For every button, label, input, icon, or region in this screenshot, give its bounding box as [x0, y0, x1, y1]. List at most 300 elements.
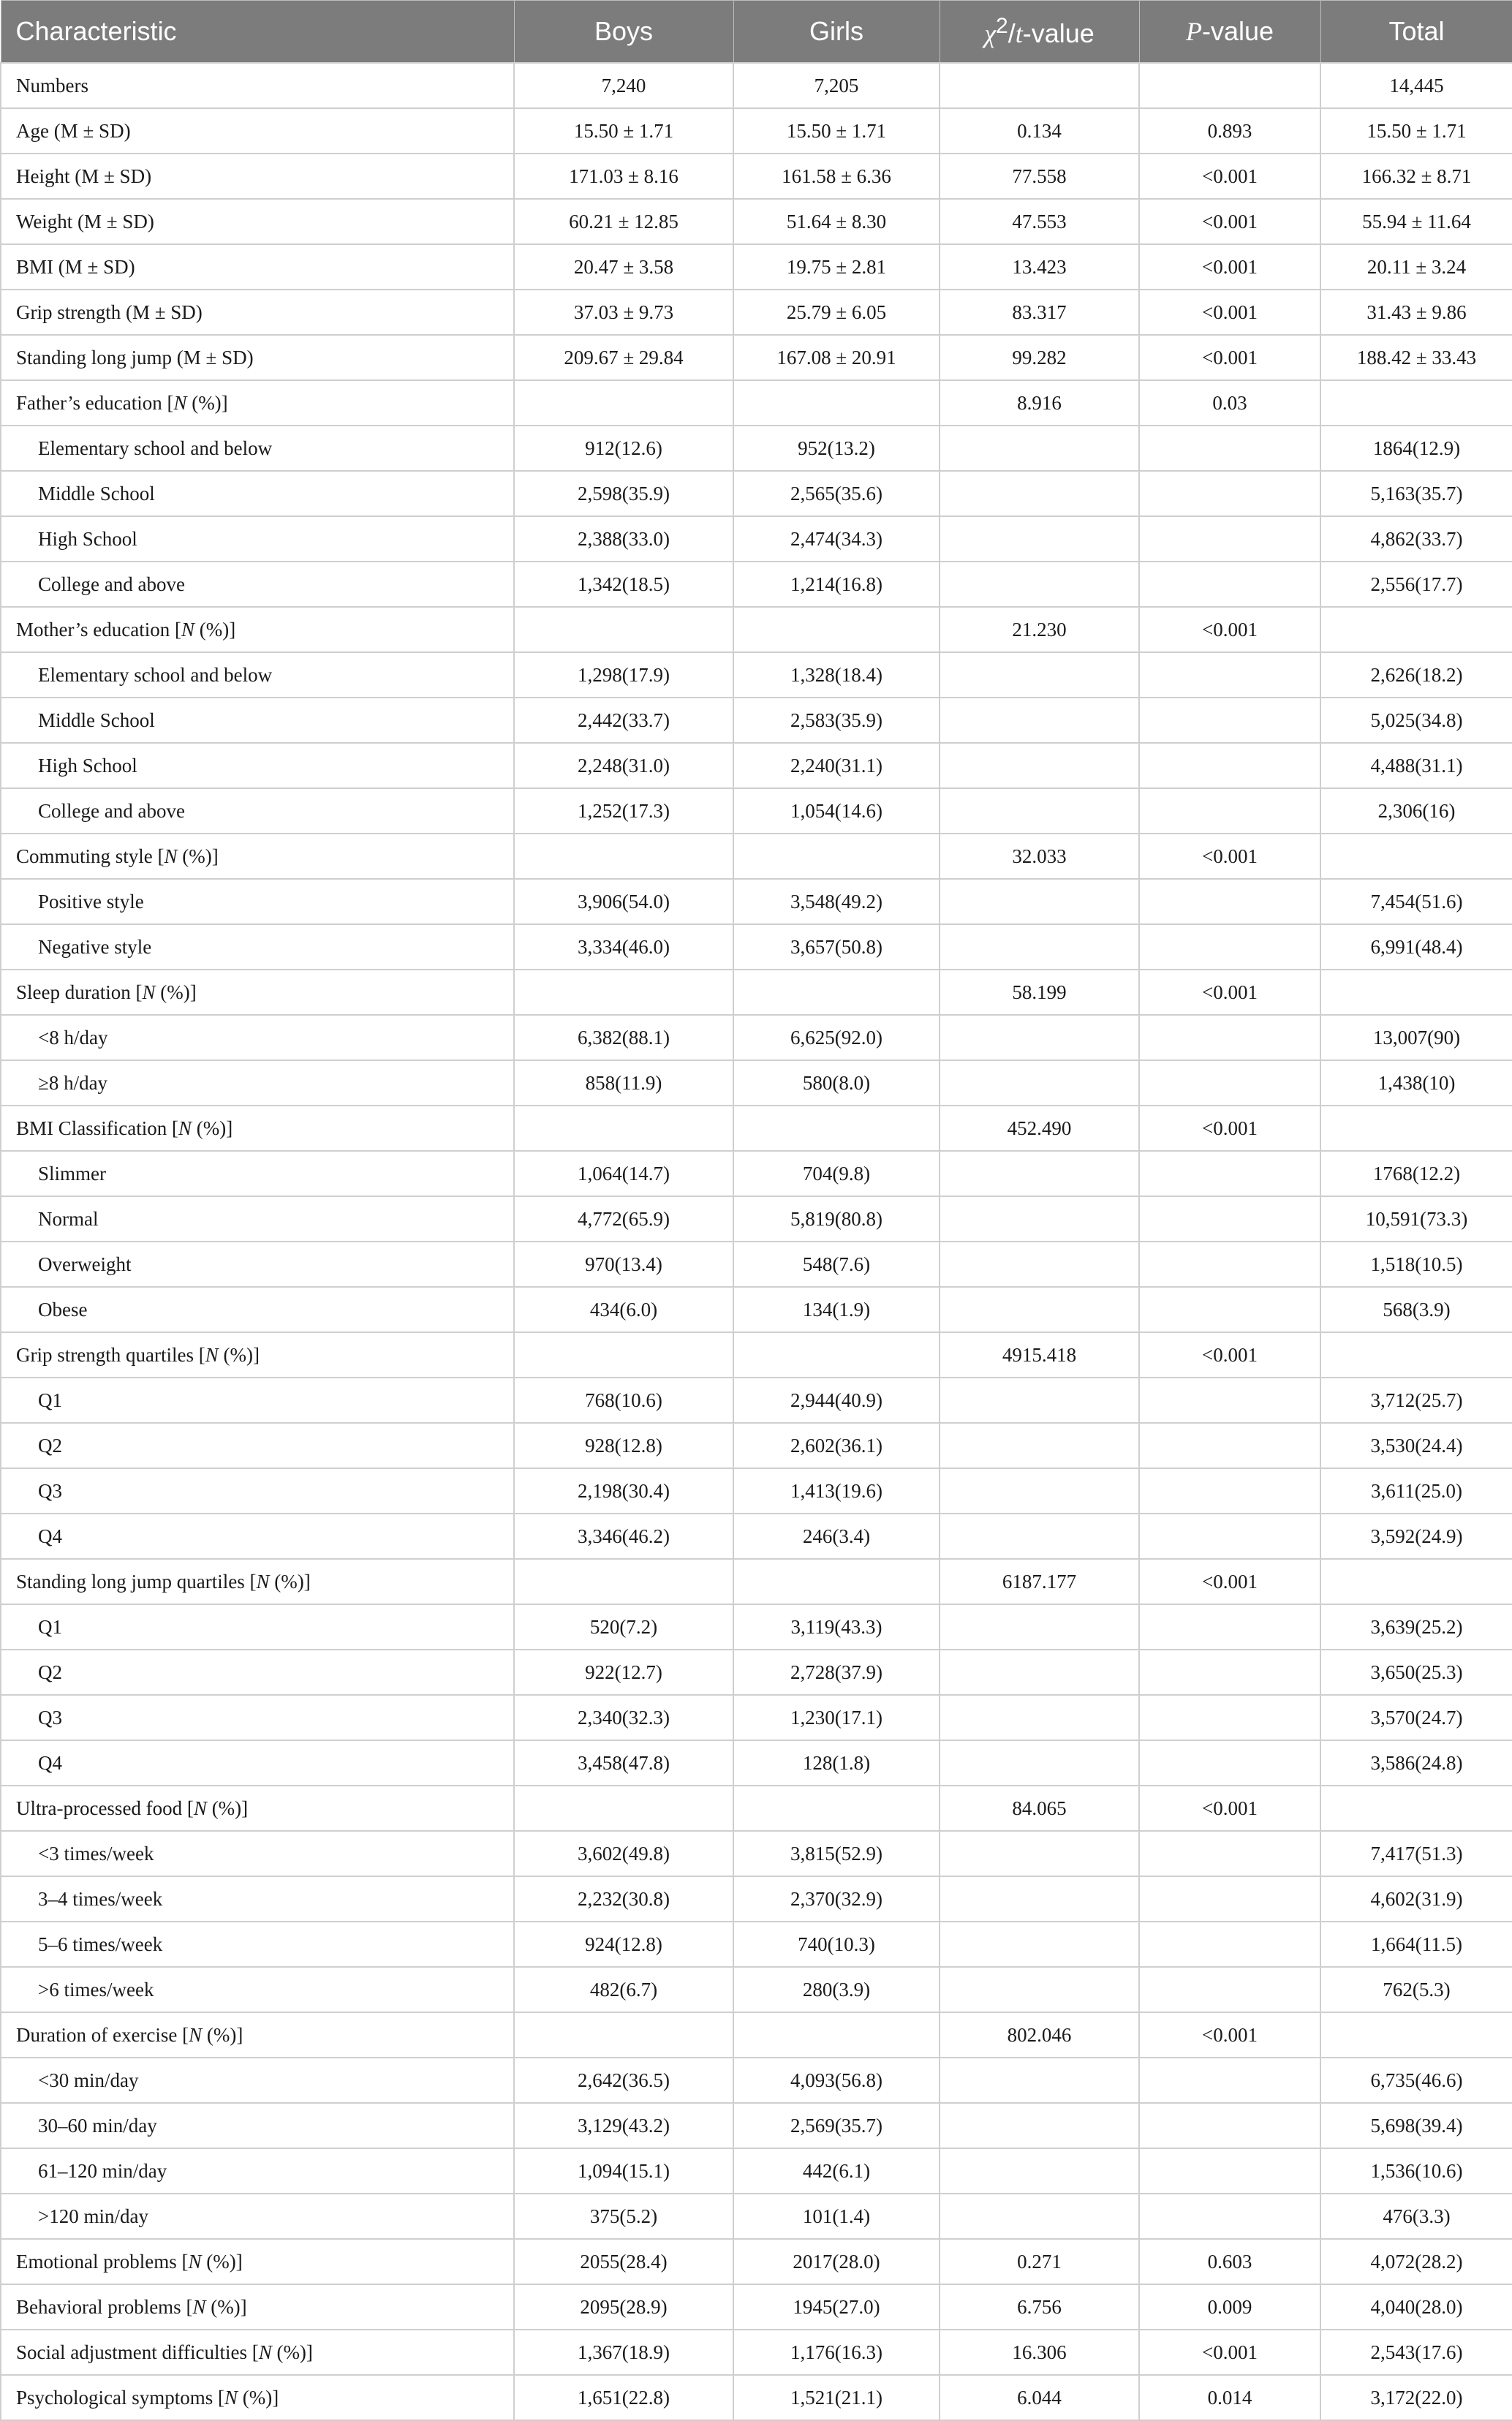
cell-characteristic: <8 h/day [1, 1015, 514, 1060]
cell-total: 3,712(25.7) [1320, 1378, 1512, 1423]
cell-chi-t-value [940, 879, 1139, 924]
cell-girls: 161.58 ± 6.36 [733, 154, 940, 199]
cell-girls: 3,815(52.9) [733, 1831, 940, 1876]
table-row [1, 879, 1512, 924]
cell-characteristic: College and above [1, 788, 514, 834]
cell-characteristic: BMI Classification [N (%)] [1, 1106, 514, 1151]
table-row [1, 1967, 1512, 2012]
header-chi-t-value-text: $\chi^2/t$-value [984, 14, 1095, 48]
cell-boys [514, 1559, 733, 1604]
cell-boys: 20.47 ± 3.58 [514, 244, 733, 290]
cell-p-value: <0.001 [1139, 970, 1320, 1015]
cell-boys [514, 1786, 733, 1831]
cell-p-value: <0.001 [1139, 335, 1320, 380]
cell-boys: 520(7.2) [514, 1604, 733, 1650]
cell-p-value [1139, 1876, 1320, 1922]
cell-p-value [1139, 1060, 1320, 1106]
cell-p-value [1139, 1740, 1320, 1786]
cell-boys: 7,240 [514, 63, 733, 108]
cell-boys: 928(12.8) [514, 1423, 733, 1468]
cell-boys: 3,602(49.8) [514, 1831, 733, 1876]
cell-boys [514, 607, 733, 652]
cell-girls: 1,328(18.4) [733, 652, 940, 698]
cell-chi-t-value: 99.282 [940, 335, 1139, 380]
cell-p-value [1139, 1468, 1320, 1514]
cell-boys: 3,334(46.0) [514, 924, 733, 970]
cell-p-value [1139, 879, 1320, 924]
cell-characteristic: Age (M ± SD) [1, 108, 514, 154]
cell-boys: 434(6.0) [514, 1287, 733, 1332]
cell-total: 3,530(24.4) [1320, 1423, 1512, 1468]
cell-characteristic: Q2 [1, 1423, 514, 1468]
cell-boys: 4,772(65.9) [514, 1196, 733, 1242]
cell-girls: 952(13.2) [733, 426, 940, 471]
cell-p-value [1139, 1604, 1320, 1650]
cell-total: 3,172(22.0) [1320, 2375, 1512, 2420]
cell-characteristic: Obese [1, 1287, 514, 1332]
cell-total: 6,735(46.6) [1320, 2058, 1512, 2103]
cell-chi-t-value [940, 1151, 1139, 1196]
cell-p-value [1139, 652, 1320, 698]
table-row [1, 1514, 1512, 1559]
cell-girls [733, 380, 940, 426]
cell-chi-t-value: 47.553 [940, 199, 1139, 244]
table-row [1, 516, 1512, 562]
cell-girls: 4,093(56.8) [733, 2058, 940, 2103]
cell-characteristic: High School [1, 516, 514, 562]
cell-total: 31.43 ± 9.86 [1320, 290, 1512, 335]
table-row [1, 2330, 1512, 2375]
cell-chi-t-value: 0.134 [940, 108, 1139, 154]
table-row [1, 562, 1512, 607]
cell-total: 4,862(33.7) [1320, 516, 1512, 562]
header-boys: Boys [514, 1, 733, 64]
cell-total [1320, 2012, 1512, 2058]
cell-p-value: <0.001 [1139, 834, 1320, 879]
header-row [1, 1, 1512, 64]
cell-boys: 60.21 ± 12.85 [514, 199, 733, 244]
table-row [1, 2012, 1512, 2058]
cell-p-value: 0.03 [1139, 380, 1320, 426]
cell-girls: 3,548(49.2) [733, 879, 940, 924]
header-chi-t-value [940, 1, 1139, 64]
cell-p-value [1139, 471, 1320, 516]
cell-girls: 580(8.0) [733, 1060, 940, 1106]
cell-p-value: <0.001 [1139, 244, 1320, 290]
cell-characteristic: Weight (M ± SD) [1, 199, 514, 244]
cell-total [1320, 1559, 1512, 1604]
cell-p-value [1139, 1015, 1320, 1060]
cell-characteristic: Q2 [1, 1650, 514, 1695]
cell-chi-t-value: 6187.177 [940, 1559, 1139, 1604]
cell-boys: 1,094(15.1) [514, 2148, 733, 2194]
cell-chi-t-value: 58.199 [940, 970, 1139, 1015]
cell-total: 2,306(16) [1320, 788, 1512, 834]
cell-girls [733, 1106, 940, 1151]
cell-p-value: <0.001 [1139, 1786, 1320, 1831]
cell-characteristic: High School [1, 743, 514, 788]
table-row [1, 1695, 1512, 1740]
table-row [1, 1831, 1512, 1876]
cell-characteristic: Behavioral problems [N (%)] [1, 2284, 514, 2330]
cell-chi-t-value [940, 1514, 1139, 1559]
cell-girls: 2,370(32.9) [733, 1876, 940, 1922]
cell-p-value [1139, 1514, 1320, 1559]
cell-boys: 3,129(43.2) [514, 2103, 733, 2148]
cell-total: 3,639(25.2) [1320, 1604, 1512, 1650]
cell-chi-t-value [940, 1831, 1139, 1876]
cell-girls: 101(1.4) [733, 2194, 940, 2239]
cell-p-value: <0.001 [1139, 1332, 1320, 1378]
cell-boys: 1,252(17.3) [514, 788, 733, 834]
cell-boys: 1,298(17.9) [514, 652, 733, 698]
cell-characteristic: Sleep duration [N (%)] [1, 970, 514, 1015]
table-row [1, 1423, 1512, 1468]
cell-characteristic: Father’s education [N (%)] [1, 380, 514, 426]
cell-girls [733, 2012, 940, 2058]
table-row [1, 63, 1512, 108]
cell-total: 4,040(28.0) [1320, 2284, 1512, 2330]
cell-boys: 1,651(22.8) [514, 2375, 733, 2420]
table-row [1, 1559, 1512, 1604]
cell-characteristic: ≥8 h/day [1, 1060, 514, 1106]
cell-chi-t-value [940, 1922, 1139, 1967]
cell-characteristic: 30–60 min/day [1, 2103, 514, 2148]
cell-girls: 2017(28.0) [733, 2239, 940, 2284]
cell-characteristic: College and above [1, 562, 514, 607]
cell-girls: 25.79 ± 6.05 [733, 290, 940, 335]
header-p-value-text: P-value [1185, 16, 1274, 46]
table-row [1, 1604, 1512, 1650]
cell-chi-t-value [940, 2148, 1139, 2194]
table-row [1, 834, 1512, 879]
cell-chi-t-value [940, 1468, 1139, 1514]
cell-boys: 1,367(18.9) [514, 2330, 733, 2375]
table-row [1, 426, 1512, 471]
table-row [1, 1196, 1512, 1242]
cell-total: 188.42 ± 33.43 [1320, 335, 1512, 380]
cell-girls: 2,944(40.9) [733, 1378, 940, 1423]
cell-boys: 6,382(88.1) [514, 1015, 733, 1060]
cell-chi-t-value: 13.423 [940, 244, 1139, 290]
cell-p-value [1139, 562, 1320, 607]
cell-total: 4,072(28.2) [1320, 2239, 1512, 2284]
cell-p-value [1139, 2058, 1320, 2103]
cell-total: 13,007(90) [1320, 1015, 1512, 1060]
table-row [1, 2194, 1512, 2239]
cell-chi-t-value [940, 2103, 1139, 2148]
cell-girls: 6,625(92.0) [733, 1015, 940, 1060]
cell-characteristic: Normal [1, 1196, 514, 1242]
cell-girls: 15.50 ± 1.71 [733, 108, 940, 154]
cell-chi-t-value [940, 1015, 1139, 1060]
cell-total: 14,445 [1320, 63, 1512, 108]
cell-total: 476(3.3) [1320, 2194, 1512, 2239]
cell-boys: 970(13.4) [514, 1242, 733, 1287]
cell-characteristic: 61–120 min/day [1, 2148, 514, 2194]
cell-boys: 2,248(31.0) [514, 743, 733, 788]
cell-total: 55.94 ± 11.64 [1320, 199, 1512, 244]
cell-p-value: <0.001 [1139, 1559, 1320, 1604]
cell-girls [733, 1786, 940, 1831]
cell-boys: 482(6.7) [514, 1967, 733, 2012]
table-row [1, 2375, 1512, 2420]
cell-chi-t-value: 452.490 [940, 1106, 1139, 1151]
cell-girls: 19.75 ± 2.81 [733, 244, 940, 290]
cell-total: 166.32 ± 8.71 [1320, 154, 1512, 199]
cell-boys: 768(10.6) [514, 1378, 733, 1423]
header-p-value [1139, 1, 1320, 64]
cell-girls [733, 970, 940, 1015]
cell-total: 568(3.9) [1320, 1287, 1512, 1332]
cell-total: 3,611(25.0) [1320, 1468, 1512, 1514]
cell-p-value: <0.001 [1139, 2330, 1320, 2375]
cell-chi-t-value [940, 788, 1139, 834]
cell-boys: 3,458(47.8) [514, 1740, 733, 1786]
table-row [1, 1468, 1512, 1514]
cell-characteristic: Q1 [1, 1378, 514, 1423]
cell-p-value: 0.893 [1139, 108, 1320, 154]
cell-boys: 924(12.8) [514, 1922, 733, 1967]
cell-boys: 15.50 ± 1.71 [514, 108, 733, 154]
cell-p-value [1139, 1378, 1320, 1423]
cell-boys: 912(12.6) [514, 426, 733, 471]
cell-girls: 280(3.9) [733, 1967, 940, 2012]
table-body [1, 63, 1512, 2420]
cell-characteristic: Q4 [1, 1740, 514, 1786]
cell-chi-t-value [940, 924, 1139, 970]
cell-chi-t-value [940, 2058, 1139, 2103]
cell-characteristic: Psychological symptoms [N (%)] [1, 2375, 514, 2420]
cell-p-value [1139, 2194, 1320, 2239]
cell-p-value [1139, 2103, 1320, 2148]
cell-chi-t-value [940, 1378, 1139, 1423]
cell-boys: 37.03 ± 9.73 [514, 290, 733, 335]
cell-chi-t-value: 802.046 [940, 2012, 1139, 2058]
cell-p-value: <0.001 [1139, 2012, 1320, 2058]
cell-total: 3,650(25.3) [1320, 1650, 1512, 1695]
table-row [1, 199, 1512, 244]
cell-girls: 704(9.8) [733, 1151, 940, 1196]
cell-p-value [1139, 1967, 1320, 2012]
cell-total: 1768(12.2) [1320, 1151, 1512, 1196]
cell-girls: 167.08 ± 20.91 [733, 335, 940, 380]
cell-boys: 2,598(35.9) [514, 471, 733, 516]
cell-boys: 375(5.2) [514, 2194, 733, 2239]
cell-chi-t-value [940, 63, 1139, 108]
cell-chi-t-value [940, 1423, 1139, 1468]
cell-characteristic: Positive style [1, 879, 514, 924]
table-row [1, 743, 1512, 788]
table-row [1, 1922, 1512, 1967]
cell-characteristic: Overweight [1, 1242, 514, 1287]
cell-characteristic: BMI (M ± SD) [1, 244, 514, 290]
cell-p-value [1139, 1287, 1320, 1332]
cell-characteristic: Height (M ± SD) [1, 154, 514, 199]
cell-girls: 2,569(35.7) [733, 2103, 940, 2148]
cell-characteristic: Q4 [1, 1514, 514, 1559]
cell-total: 2,626(18.2) [1320, 652, 1512, 698]
cell-total [1320, 834, 1512, 879]
cell-p-value [1139, 1695, 1320, 1740]
cell-chi-t-value [940, 1287, 1139, 1332]
cell-total: 4,488(31.1) [1320, 743, 1512, 788]
cell-chi-t-value [940, 1242, 1139, 1287]
cell-chi-t-value: 6.756 [940, 2284, 1139, 2330]
table-row [1, 108, 1512, 154]
cell-p-value [1139, 1196, 1320, 1242]
cell-p-value: <0.001 [1139, 290, 1320, 335]
cell-chi-t-value: 16.306 [940, 2330, 1139, 2375]
cell-p-value [1139, 1922, 1320, 1967]
cell-boys: 2055(28.4) [514, 2239, 733, 2284]
cell-p-value [1139, 426, 1320, 471]
cell-characteristic: 3–4 times/week [1, 1876, 514, 1922]
cell-characteristic: Middle School [1, 698, 514, 743]
cell-total [1320, 970, 1512, 1015]
cell-total [1320, 380, 1512, 426]
table-header [1, 1, 1512, 64]
cell-girls: 442(6.1) [733, 2148, 940, 2194]
cell-total: 7,454(51.6) [1320, 879, 1512, 924]
cell-characteristic: Slimmer [1, 1151, 514, 1196]
cell-p-value: 0.603 [1139, 2239, 1320, 2284]
cell-total: 20.11 ± 3.24 [1320, 244, 1512, 290]
header-girls: Girls [733, 1, 940, 64]
cell-girls: 1,214(16.8) [733, 562, 940, 607]
cell-chi-t-value: 8.916 [940, 380, 1139, 426]
cell-characteristic: <3 times/week [1, 1831, 514, 1876]
cell-total: 2,543(17.6) [1320, 2330, 1512, 2375]
cell-characteristic: Grip strength quartiles [N (%)] [1, 1332, 514, 1378]
cell-chi-t-value [940, 743, 1139, 788]
cell-boys: 2095(28.9) [514, 2284, 733, 2330]
table-row [1, 2148, 1512, 2194]
cell-girls: 2,474(34.3) [733, 516, 940, 562]
table-row [1, 652, 1512, 698]
cell-boys: 3,346(46.2) [514, 1514, 733, 1559]
cell-boys: 2,388(33.0) [514, 516, 733, 562]
cell-total: 6,991(48.4) [1320, 924, 1512, 970]
table-row [1, 244, 1512, 290]
cell-total: 4,602(31.9) [1320, 1876, 1512, 1922]
table-row [1, 1650, 1512, 1695]
cell-chi-t-value [940, 1060, 1139, 1106]
cell-girls: 3,119(43.3) [733, 1604, 940, 1650]
cell-girls: 1,054(14.6) [733, 788, 940, 834]
table-row [1, 1786, 1512, 1831]
cell-characteristic: Grip strength (M ± SD) [1, 290, 514, 335]
cell-characteristic: Ultra-processed food [N (%)] [1, 1786, 514, 1831]
cell-total: 5,163(35.7) [1320, 471, 1512, 516]
cell-p-value [1139, 1831, 1320, 1876]
cell-boys [514, 380, 733, 426]
cell-characteristic: Elementary school and below [1, 652, 514, 698]
cell-girls: 1,413(19.6) [733, 1468, 940, 1514]
cell-boys [514, 834, 733, 879]
cell-characteristic: Negative style [1, 924, 514, 970]
cell-total: 762(5.3) [1320, 1967, 1512, 2012]
cell-total [1320, 1786, 1512, 1831]
table-row [1, 154, 1512, 199]
cell-girls [733, 834, 940, 879]
cell-characteristic: Commuting style [N (%)] [1, 834, 514, 879]
table-row [1, 2239, 1512, 2284]
cell-girls: 2,565(35.6) [733, 471, 940, 516]
cell-characteristic: Numbers [1, 63, 514, 108]
cell-girls: 2,583(35.9) [733, 698, 940, 743]
cell-girls [733, 1559, 940, 1604]
cell-boys: 1,342(18.5) [514, 562, 733, 607]
cell-characteristic: Elementary school and below [1, 426, 514, 471]
table-row [1, 1015, 1512, 1060]
cell-girls: 740(10.3) [733, 1922, 940, 1967]
cell-girls: 1,521(21.1) [733, 2375, 940, 2420]
cell-total: 15.50 ± 1.71 [1320, 108, 1512, 154]
cell-characteristic: Standing long jump quartiles [N (%)] [1, 1559, 514, 1604]
table-row [1, 380, 1512, 426]
table-row [1, 1287, 1512, 1332]
cell-total: 1,438(10) [1320, 1060, 1512, 1106]
cell-total [1320, 607, 1512, 652]
cell-total: 5,698(39.4) [1320, 2103, 1512, 2148]
cell-total: 3,592(24.9) [1320, 1514, 1512, 1559]
cell-chi-t-value: 4915.418 [940, 1332, 1139, 1378]
cell-p-value [1139, 788, 1320, 834]
cell-chi-t-value: 83.317 [940, 290, 1139, 335]
cell-chi-t-value: 21.230 [940, 607, 1139, 652]
cell-chi-t-value [940, 1695, 1139, 1740]
cell-chi-t-value: 77.558 [940, 154, 1139, 199]
table-row [1, 1151, 1512, 1196]
cell-chi-t-value [940, 1650, 1139, 1695]
cell-characteristic: <30 min/day [1, 2058, 514, 2103]
cell-characteristic: Duration of exercise [N (%)] [1, 2012, 514, 2058]
cell-boys: 209.67 ± 29.84 [514, 335, 733, 380]
cell-p-value [1139, 1242, 1320, 1287]
cell-girls: 134(1.9) [733, 1287, 940, 1332]
table-row [1, 1740, 1512, 1786]
header-characteristic: Characteristic [1, 1, 514, 64]
cell-girls: 2,602(36.1) [733, 1423, 940, 1468]
cell-p-value [1139, 1151, 1320, 1196]
cell-boys [514, 970, 733, 1015]
cell-p-value [1139, 516, 1320, 562]
cell-total: 7,417(51.3) [1320, 1831, 1512, 1876]
cell-characteristic: Q3 [1, 1468, 514, 1514]
table-row [1, 335, 1512, 380]
cell-girls: 1945(27.0) [733, 2284, 940, 2330]
cell-chi-t-value [940, 426, 1139, 471]
cell-chi-t-value [940, 562, 1139, 607]
cell-characteristic: Middle School [1, 471, 514, 516]
cell-girls: 7,205 [733, 63, 940, 108]
cell-characteristic: Q3 [1, 1695, 514, 1740]
cell-total [1320, 1106, 1512, 1151]
table-row [1, 1378, 1512, 1423]
cell-total: 1864(12.9) [1320, 426, 1512, 471]
cell-girls: 1,176(16.3) [733, 2330, 940, 2375]
cell-total [1320, 1332, 1512, 1378]
cell-p-value: <0.001 [1139, 154, 1320, 199]
cell-chi-t-value [940, 1740, 1139, 1786]
header-total: Total [1320, 1, 1512, 64]
cell-chi-t-value: 6.044 [940, 2375, 1139, 2420]
cell-p-value: <0.001 [1139, 607, 1320, 652]
table-row [1, 2058, 1512, 2103]
cell-chi-t-value: 0.271 [940, 2239, 1139, 2284]
cell-girls: 3,657(50.8) [733, 924, 940, 970]
